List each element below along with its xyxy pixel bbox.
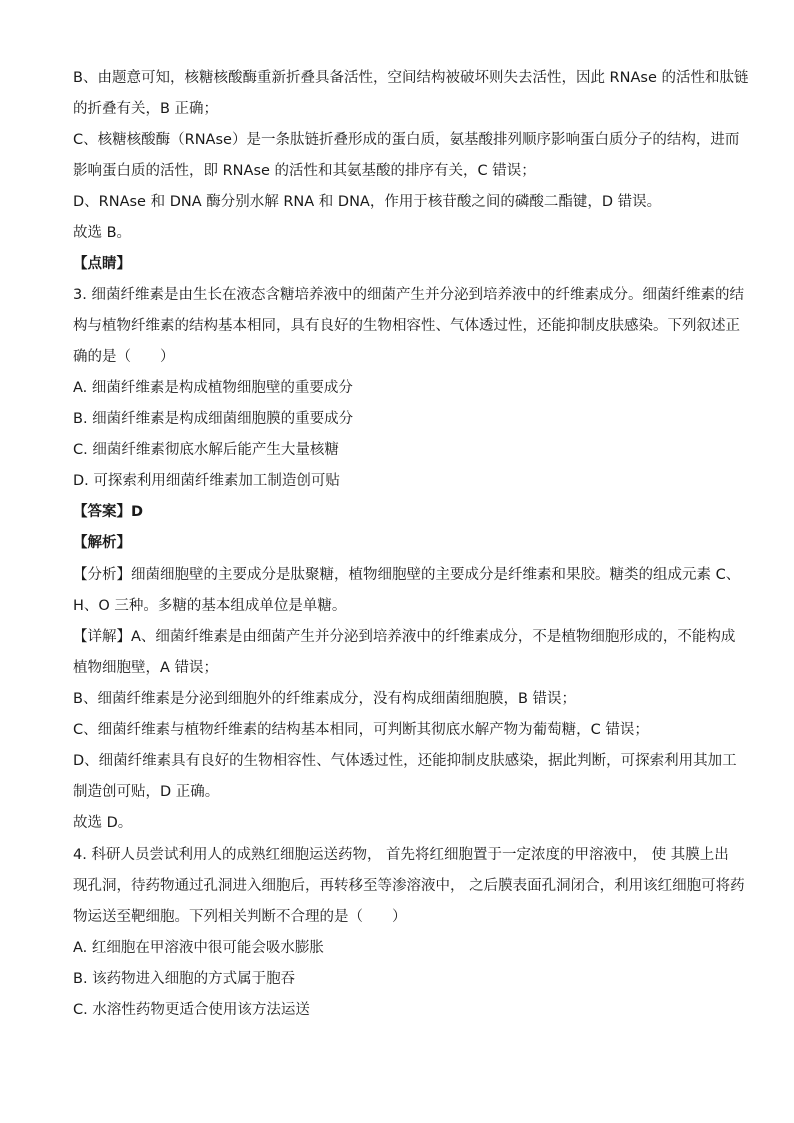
question-4-option-a: A. 红细胞在甲溶液中很可能会吸水膨胀 xyxy=(73,940,324,956)
answer-label: 【答案】D xyxy=(73,504,144,520)
question-4-option-c: C. 水溶性药物更适合使用该方法运送 xyxy=(73,1002,310,1018)
question-3-stem: 构与植物纤维素的结构基本相同，具有良好的生物相容性、气体透过性，还能抑制皮肤感染。下列叙述正 xyxy=(73,318,740,334)
detail-text: C、细菌纤维素与植物纤维素的结构基本相同，可判断其彻底水解产物为葡萄糖，C 错误； xyxy=(73,722,649,738)
detail-text: D、细菌纤维素具有良好的生物相容性、气体透过性，还能抑制皮肤感染，据此判断，可探索利用其加工 xyxy=(73,753,737,769)
detail-text: 制造创可贴，D 正确。 xyxy=(73,784,220,800)
question-4-stem: 物运送至靶细胞。下列相关判断不合理的是（ ） xyxy=(73,909,407,925)
analysis-text: 【分析】细菌细胞壁的主要成分是肽聚糖，植物细胞壁的主要成分是纤维素和果胶。糖类的组成元素 C、 xyxy=(73,567,741,583)
text-line: D、RNAse 和 DNA 酶分别水解 RNA 和 DNA，作用于核苷酸之间的磷酸二酯键，D 错误。 xyxy=(73,194,662,210)
conclusion-text: 故选 D。 xyxy=(73,815,133,831)
question-4-stem: 现孔洞，待药物通过孔洞进入细胞后，再转移至等渗溶液中， 之后膜表面孔洞闭合，利用该红细胞可将药 xyxy=(73,878,745,894)
text-line: B、由题意可知，核糖核酸酶重新折叠具备活性，空间结构被破坏则失去活性，因此 RNAse 的活性和肽链 xyxy=(73,70,749,86)
detail-text: 植物细胞壁，A 错误； xyxy=(73,660,219,676)
text-line: 故选 B。 xyxy=(73,225,132,241)
question-3-option-d: D. 可探索利用细菌纤维素加工制造创可贴 xyxy=(73,473,340,489)
text-line: 的折叠有关，B 正确； xyxy=(73,101,219,117)
question-3-stem: 确的是（ ） xyxy=(73,349,175,365)
text-line: C、核糖核酸酶（RNAse）是一条肽链折叠形成的蛋白质，氨基酸排列顺序影响蛋白质分子的结构，进而 xyxy=(73,132,740,148)
text-line: 影响蛋白质的活性，即 RNAse 的活性和其氨基酸的排序有关，C 错误； xyxy=(73,163,536,179)
question-3-option-c: C. 细菌纤维素彻底水解后能产生大量核糖 xyxy=(73,442,339,458)
analysis-text: H、O 三种。多糖的基本组成单位是单糖。 xyxy=(73,598,347,614)
question-3-stem: 3. 细菌纤维素是由生长在液态含糖培养液中的细菌产生并分泌到培养液中的纤维素成分。细菌纤维素的结 xyxy=(73,287,744,303)
question-3-option-b: B. 细菌纤维素是构成细菌细胞膜的重要成分 xyxy=(73,411,354,427)
question-4-stem: 4. 科研人员尝试利用人的成熟红细胞运送药物， 首先将红细胞置于一定浓度的甲溶液中， 使 其膜上出 xyxy=(73,847,729,863)
detail-text: 【详解】A、细菌纤维素是由细菌产生并分泌到培养液中的纤维素成分，不是植物细胞形成的，不能构成 xyxy=(73,629,736,645)
question-4-option-b: B. 该药物进入细胞的方式属于胞吞 xyxy=(73,971,296,987)
analysis-label: 【解析】 xyxy=(73,535,131,551)
question-3-option-a: A. 细菌纤维素是构成植物细胞壁的重要成分 xyxy=(73,380,353,396)
detail-text: B、细菌纤维素是分泌到细胞外的纤维素成分，没有构成细菌细胞膜，B 错误； xyxy=(73,691,577,707)
section-label-dianjing: 【点睛】 xyxy=(73,256,131,272)
